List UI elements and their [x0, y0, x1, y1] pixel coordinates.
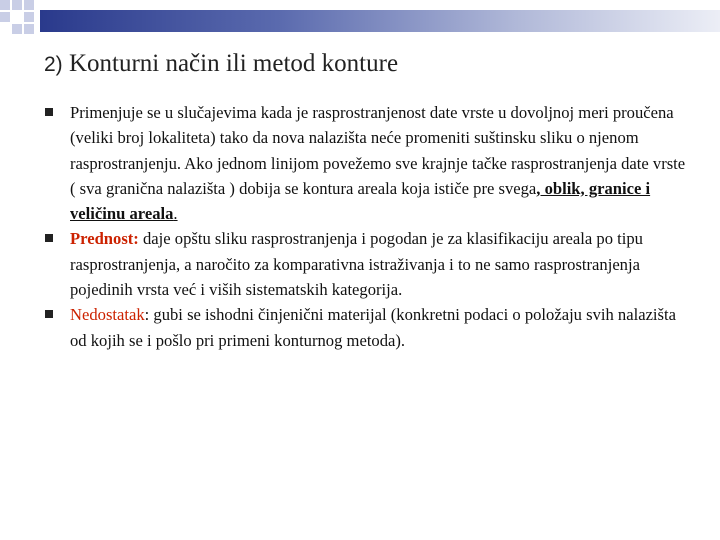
bullet-text: Primenjuje se u slučajevima kada je rasprostranjenost date vrste u dovoljnoj meri proučena (veliki broj lokaliteta) tako da nova nalazišta neće promeniti suštinsku sliku o njenom rasprostranjenju. Ako jednom linijom povežemo sve krajnje tačke rasprostranjenja date vrste ( sva granična nalazišta ) dobija se kontura areala koja ističe pre svega [70, 103, 686, 198]
square-bullet-icon [45, 108, 53, 116]
decor-square [0, 0, 10, 10]
bullet-text: daje opštu sliku rasprostranjenja i pogodan je za klasifikaciju areala po tipu rasprostranjenja, a naročito za komparativna istraživanja i to ne samo rasprostranjenja pojedinih vrsta već i viših sistematskih kategorija. [70, 229, 643, 300]
bullet-label-nedostatak: Nedostatak [70, 305, 145, 325]
decor-square [24, 0, 34, 10]
decor-square [12, 12, 22, 22]
slide-title [44, 50, 398, 78]
header-gradient-bar [40, 10, 720, 32]
bullet-list [44, 100, 694, 353]
bullet-text: : gubi se ishodni činjenični materijal (konkretni podaci o položaju svih nalazišta od kojih se i pošlo pri primeni konturnog metoda). [70, 305, 676, 350]
bullet-label-prednost: Prednost: [70, 229, 139, 249]
decor-square [0, 12, 10, 22]
bullet-item [44, 100, 694, 226]
decor-square [12, 24, 22, 34]
bullet-item [44, 226, 694, 302]
header-decoration [0, 0, 720, 40]
title-text: Konturni način ili metod konture [68, 50, 399, 77]
bullet-end: . [173, 204, 178, 224]
bullet-emphasis: , oblik, granice i veličinu areala [70, 178, 651, 224]
square-bullet-icon [45, 234, 53, 242]
title-number: 2) [44, 53, 63, 76]
decor-square [24, 12, 34, 22]
bullet-item [44, 302, 694, 353]
decor-square [24, 24, 34, 34]
square-bullet-icon [45, 310, 53, 318]
decor-square [12, 0, 22, 10]
